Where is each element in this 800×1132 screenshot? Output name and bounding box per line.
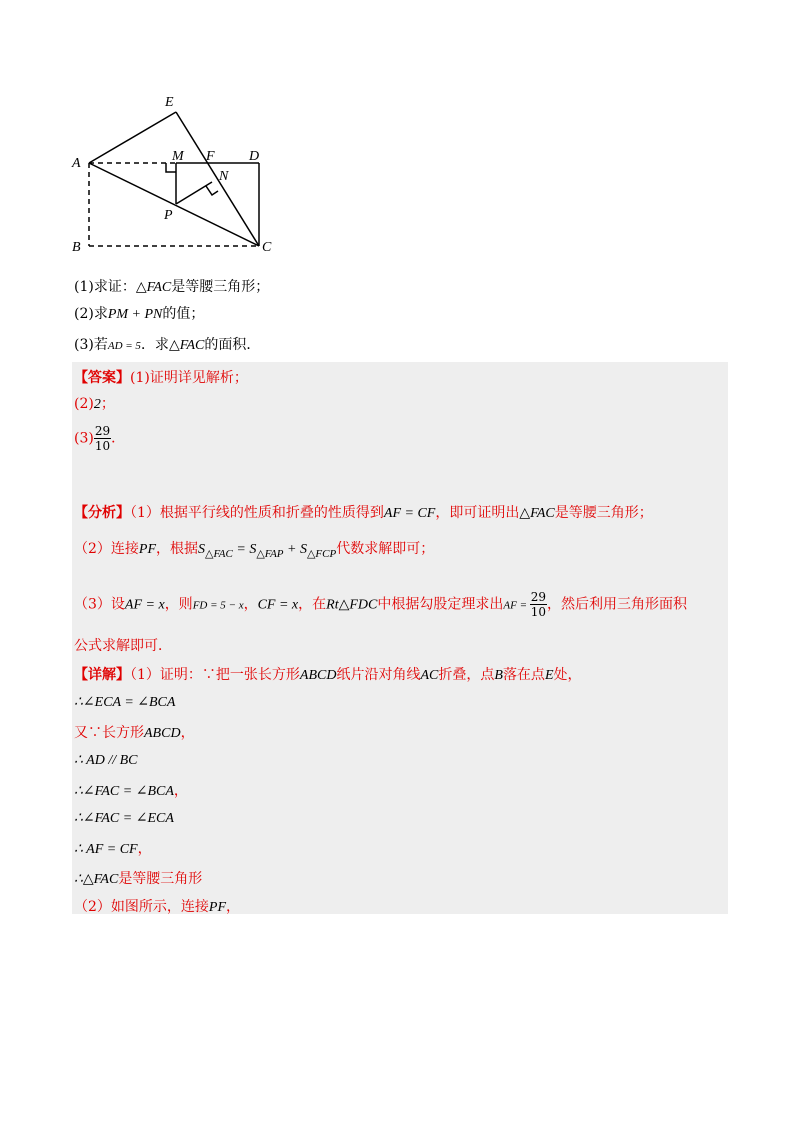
- analysis-tag: 【分析】: [74, 505, 130, 521]
- label-B: B: [72, 240, 81, 255]
- label-N: N: [219, 169, 229, 184]
- detail-line-1: 【详解】（1）证明：∵把一张长方形ABCD纸片沿对角线AC折叠，点B落在点E处，: [74, 667, 582, 683]
- detail-line-2: ∴∠ECA = ∠BCA: [74, 695, 176, 710]
- detail-line-4: ∴ AD // BC: [74, 753, 138, 768]
- detail-line-3: 又∵长方形ABCD，: [74, 725, 195, 741]
- analysis-line-3: （3）设AF = x，则FD = 5 − x，CF = x，在Rt△FDC中根据勾股定理求出AF = $\frac{29}{10}$ ，然后利用三角形面积: [74, 590, 688, 619]
- detail-line-8: ∴△FAC是等腰三角形: [74, 871, 203, 887]
- segment-AE: [89, 112, 176, 163]
- detail-tag: 【详解】: [74, 667, 130, 683]
- question-2: (2)求PM + PN的值；: [74, 306, 205, 322]
- geometry-figure: [0, 0, 800, 270]
- answer-3: (3) $\frac{29}{10}$ ．: [74, 424, 126, 453]
- label-C: C: [262, 240, 272, 255]
- detail-line-5: ∴∠FAC = ∠BCA，: [74, 783, 188, 799]
- label-E: E: [165, 95, 174, 110]
- label-A: A: [72, 156, 81, 171]
- label-M: M: [172, 149, 184, 164]
- label-F: F: [206, 149, 215, 164]
- right-angle-mark-M: [166, 163, 176, 172]
- question-1: (1)求证：△FAC是等腰三角形；: [74, 279, 270, 295]
- question-3: (3)若AD = 5．求△FAC的面积．: [74, 337, 261, 353]
- segment-PN: [176, 182, 212, 204]
- detail-line-6: ∴∠FAC = ∠ECA: [74, 811, 174, 826]
- detail-line-7: ∴ AF = CF，: [74, 841, 152, 857]
- label-D: D: [249, 149, 260, 164]
- label-P: P: [164, 208, 173, 223]
- analysis-line-2: （2）连接PF，根据$S_{\triangle FAC} = S_{\triangle FAP} + S_{\triangle FCP}$代数求解即可；: [74, 541, 435, 560]
- answer-2: (2)2；: [74, 396, 115, 412]
- answer-tag: 【答案】: [74, 370, 130, 386]
- analysis-line-4: 公式求解即可．: [74, 638, 172, 654]
- answer-line: 【答案】(1)证明详见解析；: [74, 370, 248, 386]
- analysis-line-1: 【分析】（1）根据平行线的性质和折叠的性质得到AF = CF，即可证明出△FAC是等腰三角形；: [74, 505, 653, 521]
- right-angle-mark-N: [206, 186, 218, 195]
- detail-line-9: （2）如图所示，连接PF，: [74, 899, 241, 915]
